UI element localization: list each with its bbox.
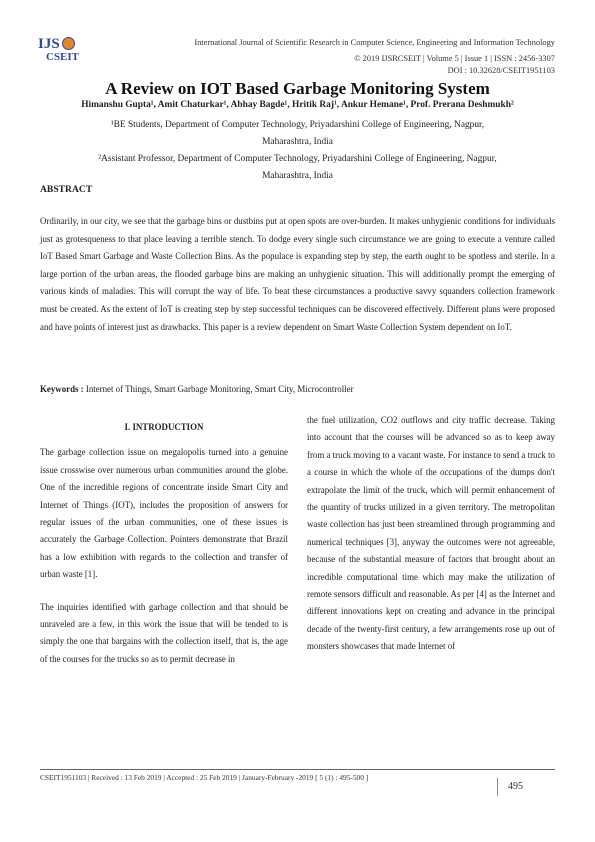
doi: DOI : 10.32628/CSEIT1951103: [447, 66, 555, 75]
logo-text-bottom: CSEIT: [46, 51, 80, 63]
volume-info: © 2019 IJSRCSEIT | Volume 5 | Issue 1 | ISSN : 2456-3307: [354, 54, 555, 63]
keywords-text: Internet of Things, Smart Garbage Monitoring, Smart City, Microcontroller: [83, 384, 354, 394]
abstract-heading: ABSTRACT: [40, 184, 93, 195]
keywords-label: Keywords :: [40, 384, 84, 394]
affiliation-2: ²Assistant Professor, Department of Computer Technology, Priyadarshini College of Engineering, Nagpur, Maharashtra, India: [98, 154, 497, 181]
paper-title: A Review on IOT Based Garbage Monitoring System: [105, 79, 490, 98]
footer-info: CSEIT1951103 | Received : 13 Feb 2019 | Accepted : 25 Feb 2019 | January-February -2019 [ 5 (1) : 495-500 ]: [40, 773, 369, 782]
abstract-body: Ordinarily, in our city, we see that the garbage bins or dustbins put at open spots are over-burden. It makes unhygienic conditions for individuals just as grotesqueness to that place leaving a terrible stench. To dodge every single such circumstance we are going to execute a venture called IoT Based Smart Garbage and Waste Collection Bins. As the populace is expanding step by step, the earth ought to be spotless and sterile. In a large portion of the urban areas, the flooded garbage bins are making an unhygienic situation. This will additionally prompt the emerging of various kinds of maladies. This will corrupt the way of life. To beat these circumstances a productive savvy squanders collection framework must be created. As the extent of IoT is creating step by step successful techniques can be discovered effectively. Different plans were proposed and have points of interest just as drawbacks. This paper is a review dependent on Smart Waste Collection System dependent on IoT.: [40, 216, 555, 332]
intro-paragraph-2: The inquiries identified with garbage collection and that should be unraveled are a few, in this work the issue that will be tended to is simply the one that bargains with the collection itself, that is, the age of the courses for the trucks so as to permit decrease in: [40, 601, 288, 664]
page-number: 495: [508, 781, 523, 792]
logo-text-top: IJS: [38, 36, 60, 52]
intro-paragraph-1: The garbage collection issue on megalopolis turned into a genuine issue crosswise over numerous urban communities around the globe. One of the incredible regions of concentrate inside Smart City and Internet of Things (IOT), includes the proposition of answers for regular issues of the urban communities, one of these issues is accurately the Garbage Collection. Pointers demonstrate that Brazil has a low exhibition with regards to the collection and transfer of urban waste [1].: [40, 447, 288, 580]
keywords: [40, 384, 354, 394]
intro-paragraph-continued: the fuel utilization, CO2 outflows and city traffic decrease. Taking into account that the courses will be advanced so as to keep away from a truck moving to a vacant waste. For instance to send a truck to a course in which the whole of the occupations of the dumps don't extrapolate the limit of the truck, which will permit enhancement of the quantity of trucks utilized in a given territory. The metropolitan waste collection has just been streamlined through programming and numerical techniques [3], anyway the outcomes were not agreeable, because of the substantial measure of factors that brought about an incredible computational time which may make the utilization of remote sensors difficult and reasonable. As per [4] as the Internet and different innovations kept on creating and advance in the principal decade of the twenty-first century, a few arrangements rose up out of monsters showcases that made Internet of: [307, 415, 555, 652]
left-column: [40, 419, 288, 668]
footer-divider: [40, 769, 555, 770]
journal-name: International Journal of Scientific Research in Computer Science, Engineering and Information Technology: [194, 38, 555, 47]
affiliation-1: ¹BE Students, Department of Computer Technology, Priyadarshini College of Engineering, Nagpur, Maharashtra, India: [110, 120, 485, 147]
logo-globe-icon: [62, 37, 75, 50]
section-heading-introduction: I. INTRODUCTION: [124, 422, 204, 432]
author-list: Himanshu Gupta¹, Amit Chaturkar¹, Abhay Bagde¹, Hritik Raj¹, Ankur Hemane¹, Prof. Prerana Deshmukh²: [81, 100, 514, 110]
right-column: [307, 412, 555, 656]
journal-logo: [38, 36, 82, 66]
